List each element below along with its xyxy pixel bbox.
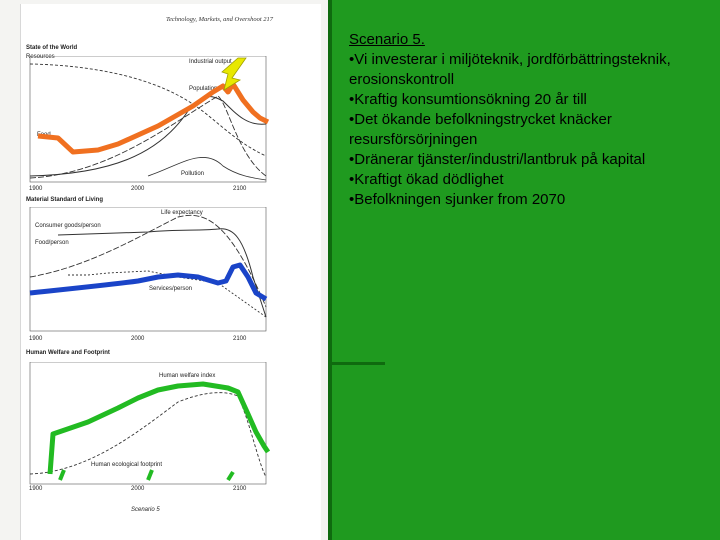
chart1-title: State of the World — [26, 45, 78, 51]
chart1-xtick-1900: 1900 — [29, 186, 43, 192]
book-page — [20, 4, 321, 540]
welfare-index-label: Human welfare index — [159, 373, 216, 379]
state-of-world-svg — [28, 56, 316, 186]
page-edge-divider — [328, 0, 332, 540]
yellow-arrow-icon — [218, 56, 250, 92]
human-welfare-chart — [28, 362, 316, 488]
consumer-goods-label: Consumer goods/person — [35, 223, 101, 229]
welfare-green-highlight — [50, 384, 268, 474]
bullet-4: •Dränerar tjänster/industri/lantbruk på kapital — [349, 151, 646, 168]
bullet-3: •Det ökande befolkningstrycket knäcker resursförsörjningen — [349, 111, 612, 148]
chart1-resources-label: Resources — [26, 54, 55, 60]
industrial-output-label: Industrial output — [189, 59, 232, 65]
decorative-bar — [330, 362, 385, 365]
ecological-footprint-label: Human ecological footprint — [91, 462, 163, 468]
consumer-goods-curve — [58, 229, 266, 317]
chart2-xtick-2100: 2100 — [233, 336, 247, 342]
ecological-footprint-curve — [30, 393, 266, 477]
bullet-6: •Befolkningen sjunker from 2070 — [349, 191, 566, 208]
food-orange-highlight — [38, 84, 268, 152]
chart1-xtick-2000: 2000 — [131, 186, 145, 192]
bullet-5: •Kraftigt ökad dödlighet — [349, 171, 504, 188]
green-marks — [60, 470, 233, 480]
chart3-xtick-1900: 1900 — [29, 486, 43, 492]
pollution-curve — [148, 157, 266, 180]
industrial-output-curve — [30, 97, 266, 176]
pollution-label: Pollution — [181, 171, 205, 177]
chart3-xtick-2100: 2100 — [233, 486, 247, 492]
chart1-xtick-2100: 2100 — [233, 186, 247, 192]
life-expectancy-label: Life expectancy — [161, 210, 203, 216]
population-label: Population — [189, 86, 218, 92]
human-welfare-svg — [28, 362, 316, 488]
chart2-xtick-2000: 2000 — [131, 336, 145, 342]
scenario-caption: Scenario 5 — [131, 507, 160, 513]
chart2-title: Material Standard of Living — [26, 197, 104, 203]
bullet-1: •Vi investerar i miljöteknik, jordförbättringsteknik, erosionskontroll — [349, 51, 671, 88]
scenario-text-block — [349, 30, 709, 210]
scenario-heading: Scenario 5. — [349, 31, 425, 48]
food-per-person-label: Food/person — [35, 240, 69, 246]
chart3-title: Human Welfare and Footprint — [26, 350, 110, 356]
scanned-book-page — [0, 0, 330, 540]
material-standard-svg — [28, 207, 316, 335]
page-header: Technology, Markets, and Overshoot 217 — [166, 16, 273, 23]
chart3-xtick-2000: 2000 — [131, 486, 145, 492]
services-per-person-label: Services/person — [149, 286, 193, 292]
bullet-2: •Kraftig konsumtionsökning 20 år till — [349, 91, 587, 108]
services-blue-highlight — [30, 265, 266, 299]
life-expectancy-curve — [30, 215, 266, 307]
material-standard-chart — [28, 207, 316, 335]
state-of-world-chart — [28, 56, 316, 186]
food-label: Food — [37, 132, 51, 138]
chart2-xtick-1900: 1900 — [29, 336, 43, 342]
